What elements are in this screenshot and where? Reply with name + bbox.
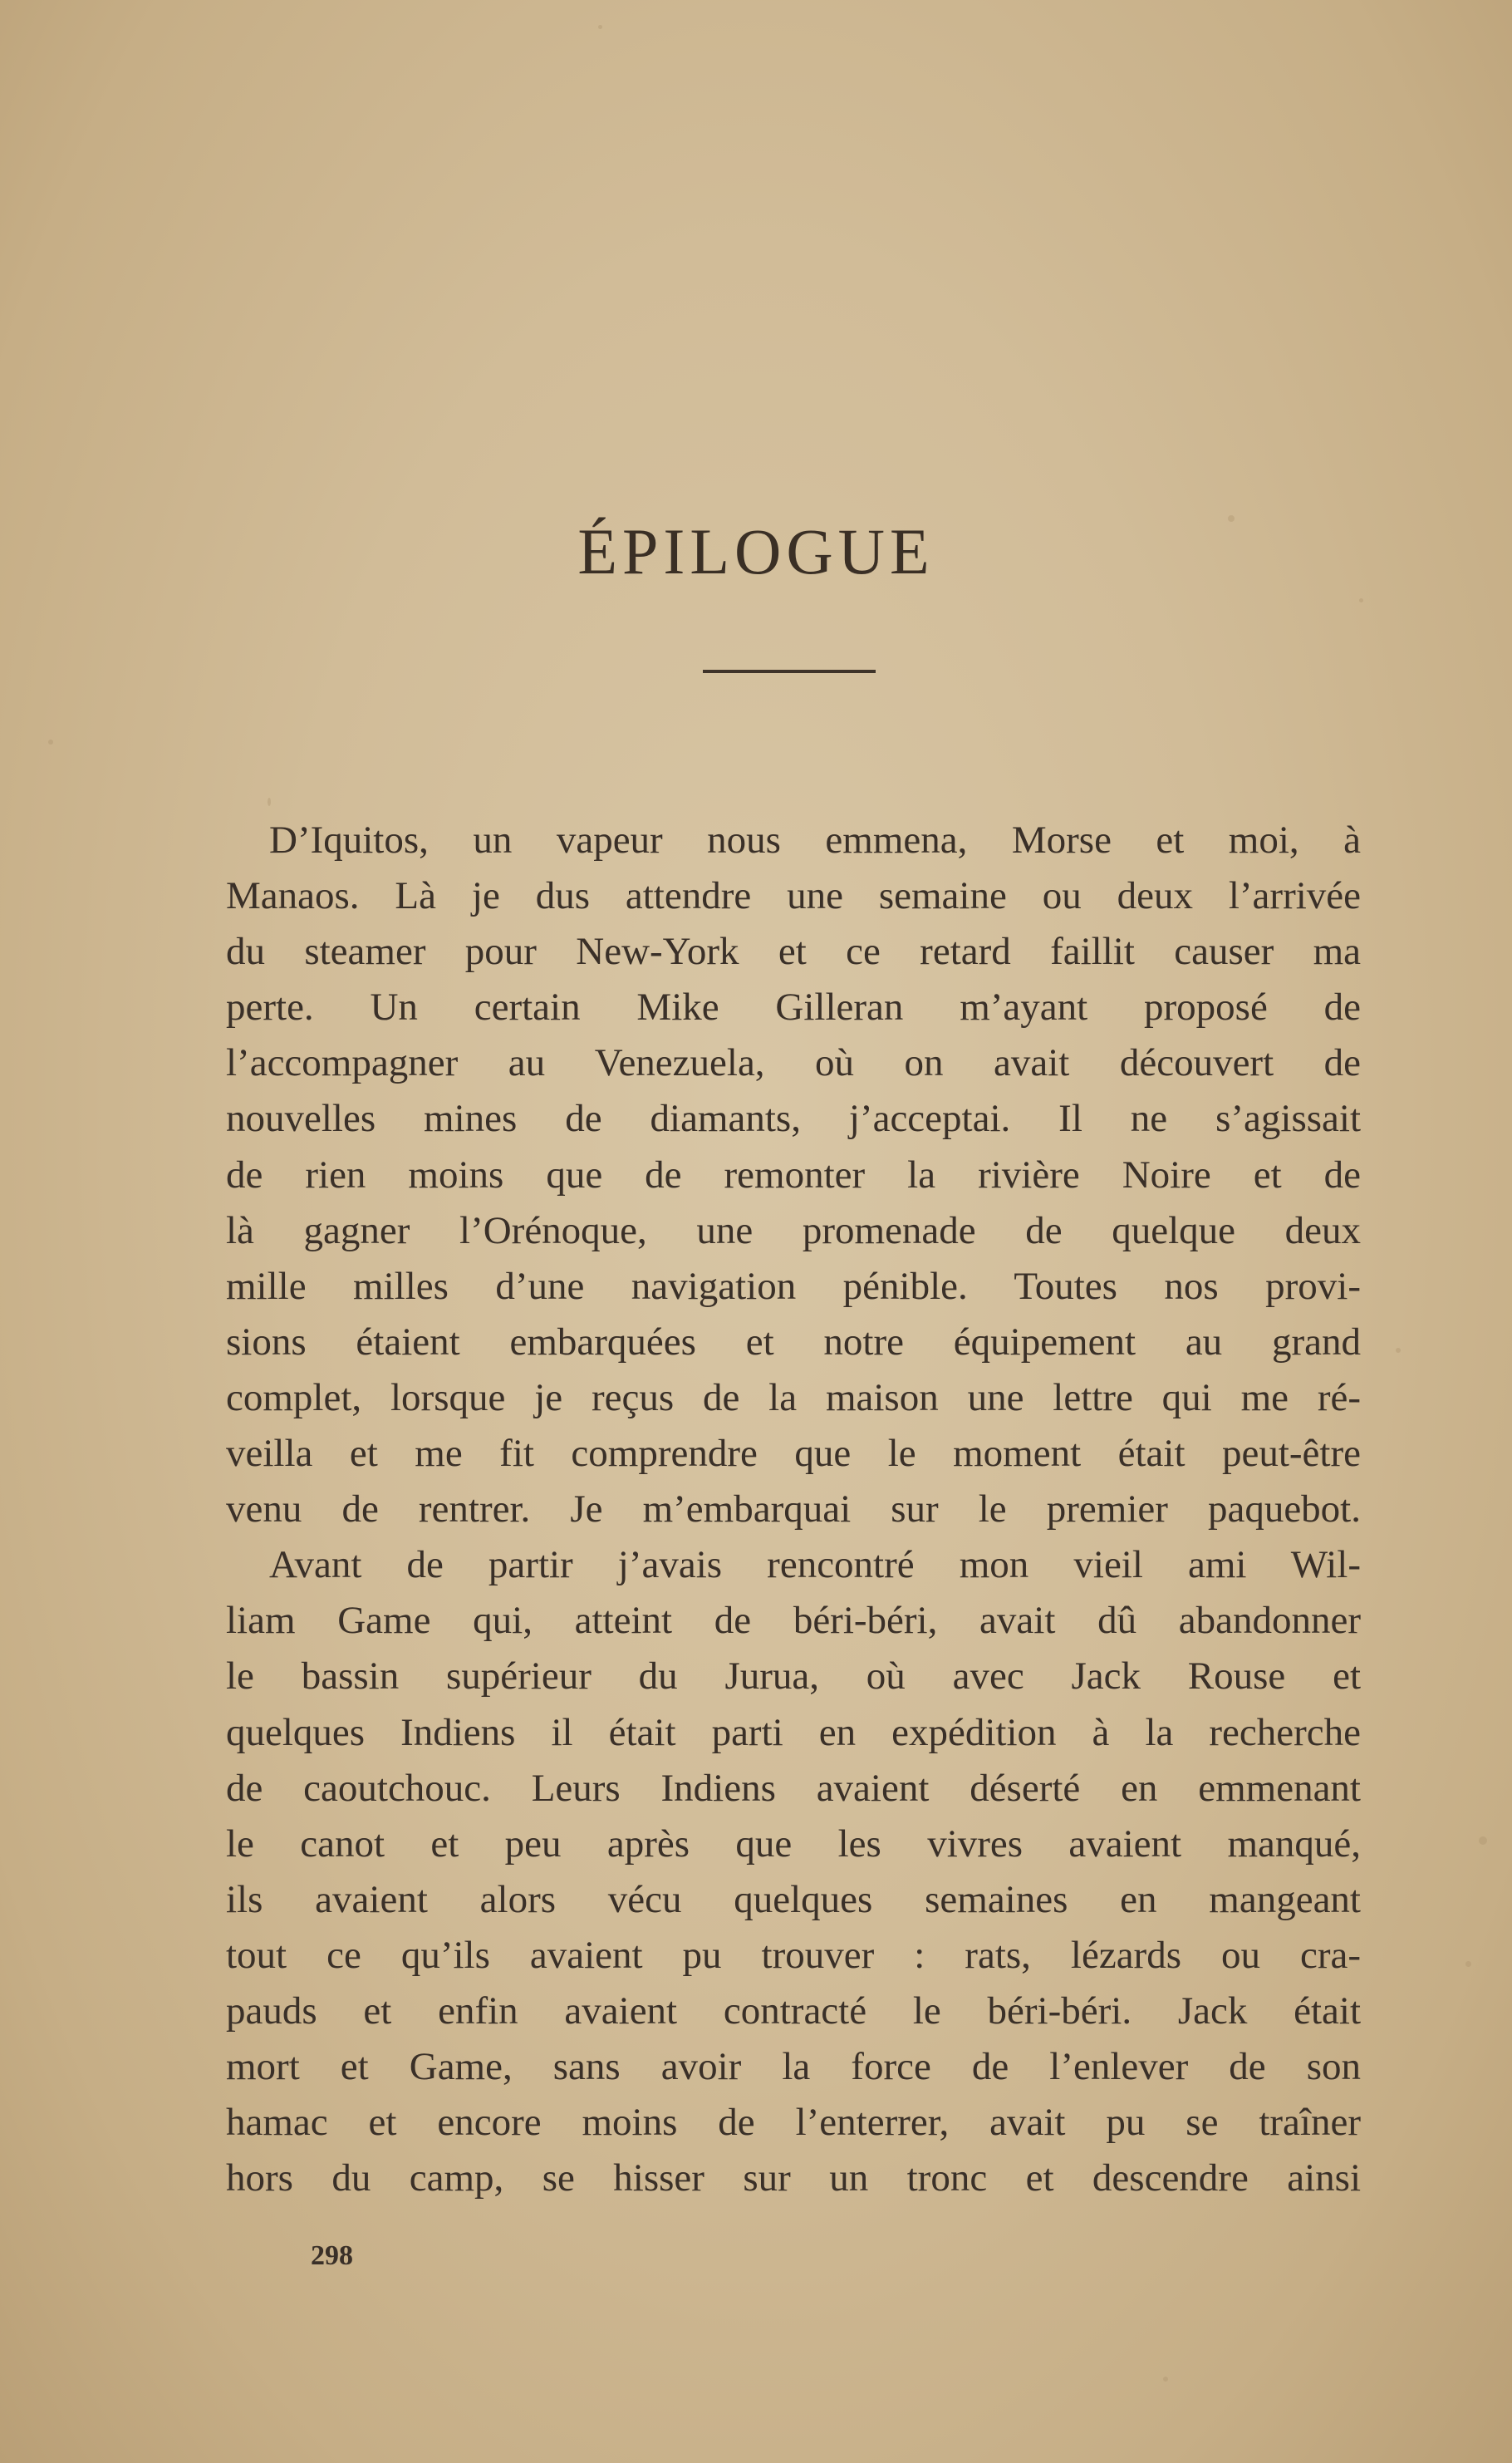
paragraph [226,1537,1361,2206]
text-line: de caoutchouc. Leurs Indiens avaient déserté en emmenant [226,1766,1361,1810]
paper-speck [1396,1348,1401,1353]
body-text [226,813,1361,2206]
chapter-title: ÉPILOGUE [577,515,935,587]
text-line: nouvelles mines de diamants, j’acceptai. Il ne s’agissait [226,1097,1361,1141]
text-line: Avant de partir j’avais rencontré mon vieil ami Wil- [269,1543,1361,1587]
text-line: veilla et me fit comprendre que le moment était peut-être [226,1432,1361,1476]
page-number: 298 [311,2240,353,2271]
paper-speck [598,25,602,29]
text-line: hamac et encore moins de l’enterrer, avait pu se traîner [226,2101,1361,2145]
text-line: perte. Un certain Mike Gilleran m’ayant proposé de [226,986,1361,1030]
text-line: là gagner l’Orénoque, une promenade de quelque deux [226,1208,1361,1252]
paper-speck [268,798,271,806]
text-line: liam Game qui, atteint de béri-béri, avait dû abandonner [226,1599,1361,1643]
text-line: pauds et enfin avaient contracté le béri-béri. Jack était [226,1989,1361,2033]
paper-speck [1479,1836,1487,1845]
paper-speck [48,740,53,745]
text-line: D’Iquitos, un vapeur nous emmena, Morse et moi, à [269,819,1361,862]
text-line: complet, lorsque je reçus de la maison une lettre qui me ré- [226,1375,1361,1419]
text-line: hors du camp, se hisser sur un tronc et descendre ainsi [226,2156,1361,2200]
text-line: sions étaient embarquées et notre équipement au grand [226,1320,1361,1364]
text-line: de rien moins que de remonter la rivière Noire et de [226,1153,1361,1197]
text-line: le bassin supérieur du Jurua, où avec Jack Rouse et [226,1654,1361,1699]
text-line: du steamer pour New-York et ce retard faillit causer ma [226,930,1361,974]
text-line: mort et Game, sans avoir la force de l’enlever de son [226,2045,1361,2089]
text-line: quelques Indiens il était parti en expédition à la recherche [226,1710,1361,1754]
paragraph [226,813,1361,1537]
text-line: mille milles d’une navigation pénible. Toutes nos provi- [226,1264,1361,1308]
text-line: tout ce qu’ils avaient pu trouver : rats, lézards ou cra- [226,1933,1361,1977]
text-line: ils avaient alors vécu quelques semaines en mangeant [226,1877,1361,1921]
title-divider [703,670,876,673]
text-line: Manaos. Là je dus attendre une semaine ou deux l’arrivée [226,874,1361,918]
paper-speck [1359,598,1363,602]
paper-speck [1465,1961,1471,1967]
text-line: venu de rentrer. Je m’embarquai sur le premier paquebot. [226,1487,1361,1531]
text-line: le canot et peu après que les vivres avaient manqué, [226,1821,1361,1866]
text-line: l’accompagner au Venezuela, où on avait découvert de [226,1041,1361,1085]
paper-speck [1163,2377,1168,2382]
